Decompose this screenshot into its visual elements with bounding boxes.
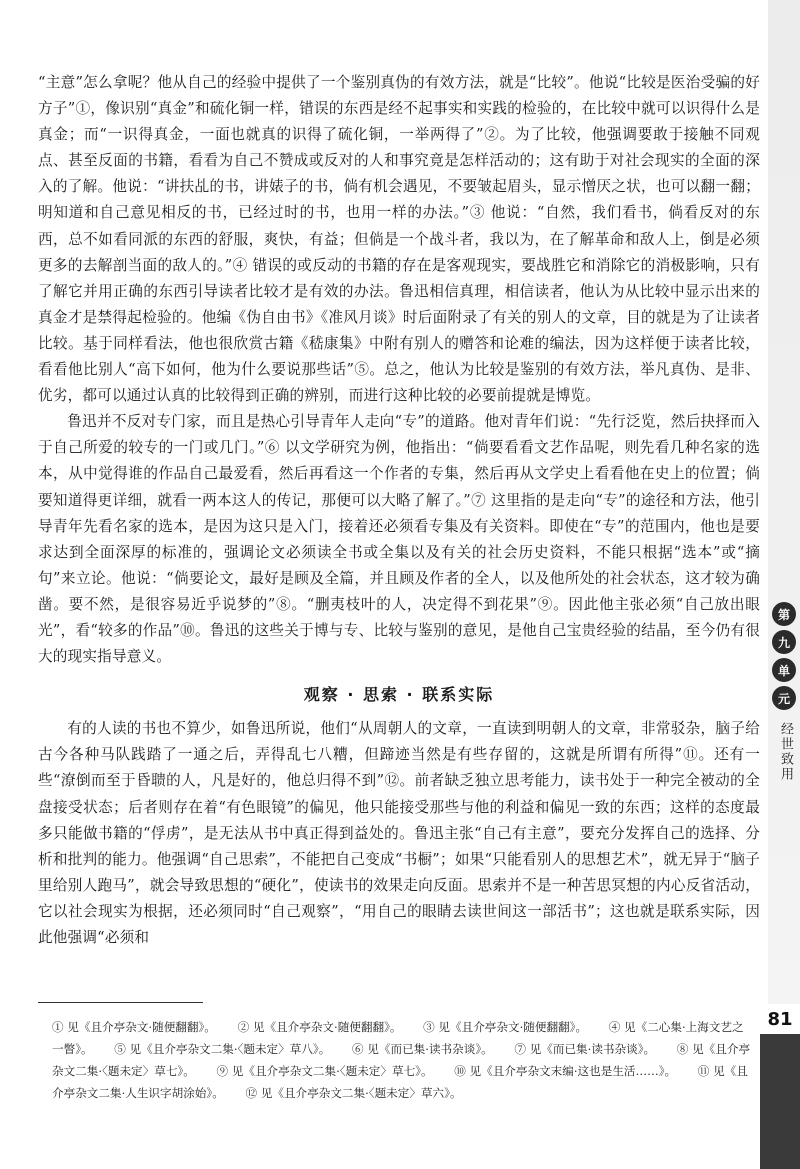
footnote-6: ⑥ 见《而已集·读书杂谈》。 [352, 1042, 493, 1056]
footnote-1: ① 见《且介亭杂文·随便翻翻》。 [52, 1020, 216, 1034]
footnote-12: ⑫ 见《且介亭杂文二集·〈题未定〉草六》。 [245, 1086, 462, 1100]
footnote-divider [38, 1002, 203, 1003]
footnote-11: ⑪ 见《且介亭杂文二集·人生识字胡涂始》。 [52, 1064, 748, 1100]
side-margin-strip [768, 0, 800, 1169]
unit-badges [772, 602, 798, 714]
footnotes [52, 1016, 752, 1104]
section-title: 观察 · 思索 · 联系实际 [303, 685, 495, 705]
unit-badge-4: 元 [772, 686, 796, 710]
unit-badge-1: 第 [772, 602, 796, 626]
section-side-label: 经世致用 [778, 722, 793, 782]
paragraph-comparison: “主意”怎么拿呢？他从自己的经验中提供了一个鉴别真伪的有效方法，就是“比较”。他说“比较是医治受骗的好方子”①，像识别“真金”和硫化铜一样，错误的东西是经不起事实和实践的检验的，在比较中就可以识得什么是真金；而“一识得真金，一面也就真的识得了硫化铜，一举两得了”②。为了比较，他强调要敢于接触不同观点、甚至反面的书籍，看看为自己不赞成或反对的人和事究竟是怎样活动的；这有助于对社会现实的全面的深入的了解。他说：“讲扶乩的书，讲婊子的书，倘有机会遇见，不要皱起眉头，显示憎厌之状，也可以翻一翻；明知道和自己意见相反的书，已经过时的书，也用一样的办法。”③ 他说：“自然，我们看书，倘看反对的东西，总不如看同派的东西的舒服，爽快，有益；但倘是一个战斗者，我以为，在了解革命和敌人上，倒是必须更多的去解剖当面的敌人的。”④ 错误的或反动的书籍的存在是客观现实，要战胜它和消除它的消极影响，只有了解它并用正确的东西引导读者比较才是有效的办法。鲁迅相信真理，相信读者，他认为从比较中显示出来的真金才是禁得起检验的。他编《伪自由书》《准风月谈》时后面附录了有关的别人的文章，目的就是为了让读者比较。基于同样看法，他也很欣赏古籍《嵇康集》中附有别人的赠答和论难的编法，因为这样便于读者比较，看看他比别人“高下如何，他为什么要说那些话”⑤。总之，他认为比较是鉴别的有效方法，举凡真伪、是非、优劣，都可以通过认真的比较得到正确的辨别，而进行这种比较的必要前提就是博览。 [38, 74, 760, 405]
unit-badge-3: 单 [772, 658, 796, 682]
footnote-7: ⑦ 见《而已集·读书杂谈》。 [514, 1042, 656, 1056]
footnote-3: ③ 见《且介亭杂文·随便翻翻》。 [423, 1020, 588, 1034]
paragraph-observation: 有的人读的书也不算少，如鲁迅所说，他们“从周朝人的文章，一直读到明朝人的文章，非常驳杂，脑子给古今各种马队践踏了一通之后，弄得乱七八糟，但蹄迹当然是有些存留的，这就是所谓有所得”⑪。还有一些“潦倒而至于昏聩的人，凡是好的，他总归得不到”⑫。前者缺乏独立思考能力，读书处于一种完全被动的全盘接受状态；后者则存在着“有色眼镜”的偏见，他只能接受那些与他的利益和偏见一致的东西；这样的态度最多只能做书籍的“俘虏”，是无法从书中真正得到益处的。鲁迅主张“自己有主意”，要充分发挥自己的选择、分析和批判的能力。他强调“自己思索”，不能把自己变成“书橱”；如果“只能看别人的思想艺术”，就无异于“脑子里给别人跑马”，就会导致思想的“硬化”，使读书的效果走向反面。思索并不是一种苦思冥想的内心反省活动，它以社会现实为根据，还必须同时“自己观察”，“用自己的眼睛去读世间这一部活书”；这也就是联系实际，因此他强调“必须和 [38, 720, 760, 946]
main-text [38, 70, 760, 951]
paragraph-specialization: 鲁迅并不反对专门家，而且是热心引导青年人走向“专”的道路。他对青年们说：“先行泛览，然后抉择而入于自己所爱的较专的一门或几门。”⑥ 以文学研究为例，他指出：“倘要看看文艺作品呢，则先看几种名家的选本，从中觉得谁的作品自己最爱看，然后再看这一个作者的专集，然后再从文学史上看看他在史上的位置；倘要知道得更详细，就看一两本这人的传记，那便可以大略了解了。”⑦ 这里指的是走向“专”的途径和方法，他引导青年先看名家的选本，是因为这只是入门，接着还必须看专集及有关资料。即使在“专”的范围内，他也是要求达到全面深厚的标准的，强调论文必须读全书或全集以及有关的社会历史资料，不能只根据“选本”或“摘句”来立论。他说：“倘要论文，最好是顾及全篇，并且顾及作者的全人，以及他所处的社会状态，这才较为确凿。要不然，是很容易近乎说梦的”⑧。“删夷枝叶的人，决定得不到花果”⑨。因此他主张必须“自己放出眼光”，看“较多的作品”⑩。鲁迅的这些关于博与专、比较与鉴别的意见，是他自己宝贵经验的结晶，至今仍有很大的现实指导意义。 [38, 413, 760, 666]
footnote-10: ⑩ 见《且介亭杂文末编·这也是生活……》。 [454, 1064, 677, 1078]
footnote-9: ⑨ 见《且介亭杂文二集·〈题未定〉草七》。 [216, 1064, 433, 1078]
unit-badge-2: 九 [772, 630, 796, 654]
footnote-5: ⑤ 见《且介亭杂文二集·〈题未定〉草八》。 [114, 1042, 331, 1056]
footnote-4: ④ 见《二心集·上海文艺之一瞥》。 [52, 1020, 744, 1056]
footnote-2: ② 见《且介亭杂文·随便翻翻》。 [237, 1020, 402, 1034]
footnote-8: ⑧ 见《且介亭杂文二集·〈题未定〉草七》。 [52, 1042, 751, 1078]
page-number: 81 [760, 1004, 800, 1034]
